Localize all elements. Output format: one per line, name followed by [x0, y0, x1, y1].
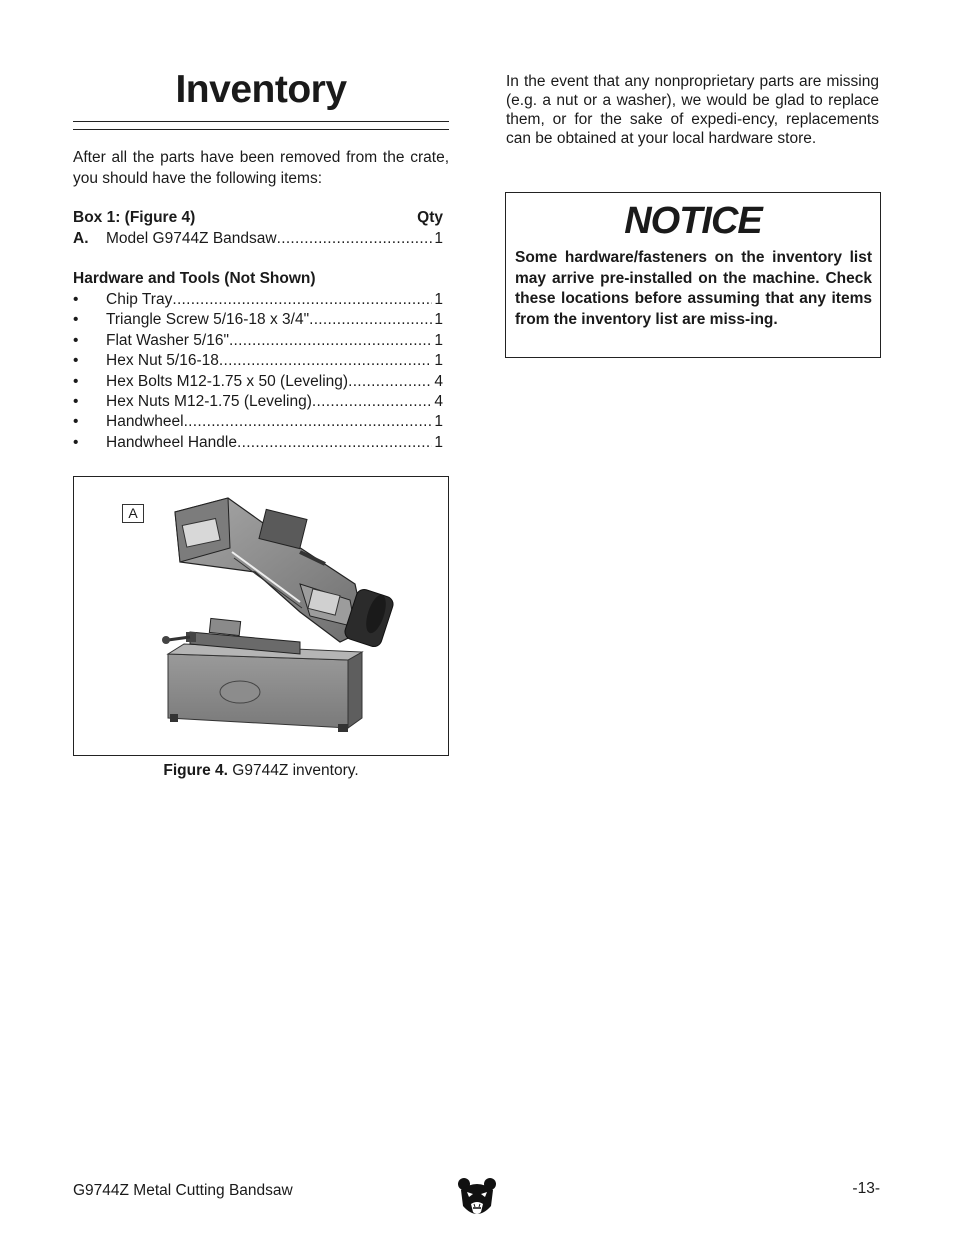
item-name: Model G9744Z Bandsaw — [106, 230, 277, 247]
item-qty: 1 — [434, 291, 443, 308]
intro-paragraph: After all the parts have been removed from the crate, you should have the following items: — [73, 149, 449, 187]
dot-leader — [312, 392, 432, 412]
item-qty: 4 — [434, 372, 443, 390]
item-marker: A. — [73, 230, 89, 247]
bullet: • — [73, 291, 79, 308]
title-rule-top — [73, 121, 449, 122]
box1-heading: Box 1: (Figure 4) — [73, 209, 196, 226]
list-item — [73, 351, 443, 371]
bandsaw-illustration — [150, 492, 400, 740]
item-name: Hex Nut 5/16-18 — [106, 352, 219, 370]
page-number: -13- — [852, 1180, 880, 1197]
list-item — [73, 229, 443, 249]
hardware-heading: Hardware and Tools (Not Shown) — [73, 270, 316, 287]
dot-leader — [277, 229, 433, 249]
item-qty: 1 — [434, 331, 443, 349]
list-item — [73, 392, 443, 412]
dot-leader — [237, 433, 432, 453]
list-item — [73, 372, 443, 392]
dot-leader — [229, 331, 432, 351]
item-qty: 1 — [434, 311, 443, 329]
dot-leader — [348, 372, 432, 392]
list-item — [73, 331, 443, 351]
item-name: Flat Washer 5/16" — [106, 331, 229, 349]
bullet: • — [73, 413, 79, 431]
base-cabinet — [168, 644, 362, 732]
notice-box — [505, 192, 881, 358]
missing-parts-paragraph: In the event that any nonproprietary parts are missing (e.g. a nut or a washer), we would be glad to replace them, or for the sake of expedi-ency, replacements can be obtained at your local hardware store. — [506, 73, 879, 147]
item-qty: 4 — [434, 393, 443, 410]
bullet: • — [73, 311, 79, 329]
bullet: • — [73, 393, 79, 410]
item-qty: 1 — [434, 352, 443, 370]
dot-leader — [219, 351, 433, 371]
box1-heading-row — [73, 208, 443, 228]
footer-manual-title: G9744Z Metal Cutting Bandsaw — [73, 1182, 293, 1199]
page-title: Inventory — [175, 68, 347, 111]
dot-leader — [172, 290, 432, 310]
item-name: Hex Bolts M12-1.75 x 50 (Leveling) — [106, 372, 349, 390]
bear-head-icon — [457, 1176, 497, 1220]
bullet: • — [73, 372, 79, 390]
item-name: Handwheel — [106, 413, 184, 431]
item-qty: 1 — [434, 433, 443, 451]
qty-heading: Qty — [417, 209, 443, 226]
item-name: Triangle Screw 5/16-18 x 3/4" — [106, 311, 310, 329]
caption-label: Figure 4. — [163, 762, 228, 779]
bullet: • — [73, 433, 79, 451]
dot-leader — [184, 412, 433, 432]
list-item — [73, 290, 443, 310]
list-item — [73, 412, 443, 432]
bullet: • — [73, 331, 79, 349]
item-name: Hex Nuts M12-1.75 (Leveling) — [106, 393, 312, 410]
notice-title: NOTICE — [624, 200, 762, 242]
caption-text: G9744Z inventory. — [227, 762, 359, 779]
notice-body: Some hardware/fasteners on the inventory list may arrive pre-installed on the machine. Check these locations before assuming that any items from the inventory list are miss-ing. — [515, 249, 872, 328]
figure-caption — [73, 761, 449, 781]
item-qty: 1 — [434, 230, 443, 247]
title-rule-bottom — [73, 129, 449, 130]
dot-leader — [309, 310, 432, 330]
figure-callout-label: A — [122, 504, 144, 523]
item-qty: 1 — [434, 413, 443, 431]
item-name: Chip Tray — [106, 291, 173, 308]
hardware-heading-row — [73, 269, 443, 289]
list-item — [73, 310, 443, 330]
bullet: • — [73, 352, 79, 370]
list-item — [73, 433, 443, 453]
item-name: Handwheel Handle — [106, 433, 237, 451]
